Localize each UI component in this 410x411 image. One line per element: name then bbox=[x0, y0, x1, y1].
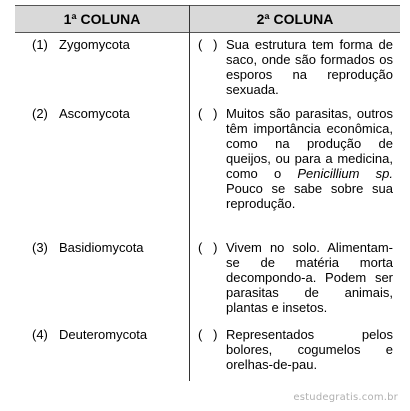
answer-blank: ( ) bbox=[198, 37, 218, 52]
row-number: (4) bbox=[32, 327, 48, 342]
answer-blank: ( ) bbox=[198, 240, 218, 255]
answer-blank: ( ) bbox=[198, 106, 218, 121]
row-number: (2) bbox=[32, 106, 48, 121]
description-text: Pouco se sabe sobre sua reprodução. bbox=[226, 181, 393, 211]
description bbox=[226, 106, 393, 211]
description-text: Muitos são parasitas, outros têm importância econômica, como na produção de queijos, ou para a medicina, como o bbox=[226, 106, 393, 181]
column-divider bbox=[189, 5, 190, 381]
phylum-name: Ascomycota bbox=[59, 106, 130, 121]
row-number: (1) bbox=[32, 37, 48, 52]
answer-blank: ( ) bbox=[198, 327, 218, 342]
phylum-name: Zygomycota bbox=[59, 37, 130, 52]
row-number: (3) bbox=[32, 240, 48, 255]
phylum-name: Basidiomycota bbox=[59, 240, 144, 255]
phylum-name: Deuteromycota bbox=[59, 327, 148, 342]
description: Representados pelos bolores, cogumelos e orelhas-de-pau. bbox=[226, 327, 393, 372]
watermark: estudegratis.com.br bbox=[293, 392, 398, 403]
species-name: Penicillium sp. bbox=[297, 166, 393, 181]
description: Vivem no solo. Alimentam-se de matéria morta decompondo-a. Podem ser parasitas de animais, plantas e insetos. bbox=[226, 240, 393, 315]
column-1-header: 1ª COLUNA bbox=[63, 11, 141, 27]
description: Sua estrutura tem forma de saco, onde são formados os esporos na reprodução sexuada. bbox=[226, 37, 393, 97]
column-2-header: 2ª COLUNA bbox=[256, 11, 334, 27]
table-header bbox=[15, 5, 400, 33]
